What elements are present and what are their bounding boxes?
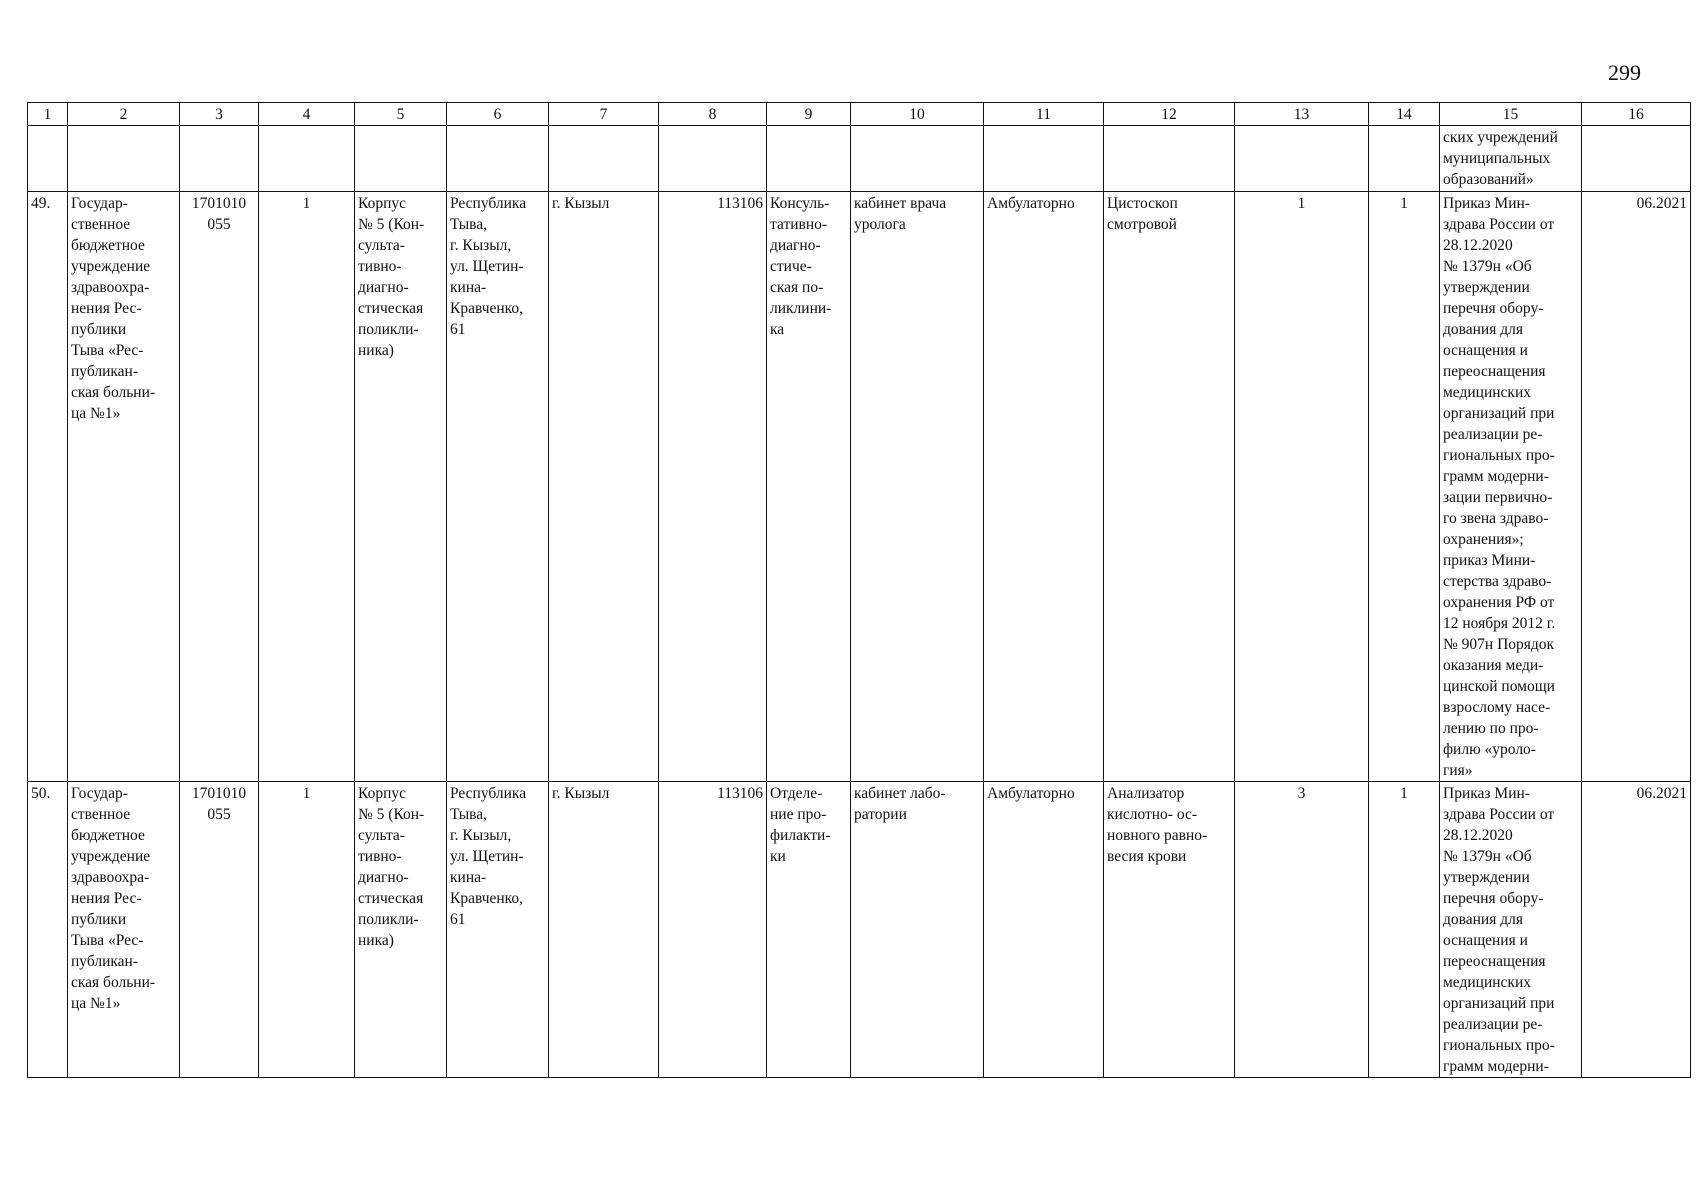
header-col-10: 10 (851, 103, 984, 126)
col13-value: 1 (1235, 192, 1369, 782)
institution-code: 1701010 055 (180, 782, 259, 1078)
col13-value: 3 (1235, 782, 1369, 1078)
department: Отделе- ние про- филакти- ки (767, 782, 851, 1078)
continuation-row (28, 126, 1691, 192)
header-col-3: 3 (180, 103, 259, 126)
table-row (28, 782, 1691, 1078)
address: Республика Тыва, г. Кызыл, ул. Щетин- кина- Кравченко, 61 (447, 192, 549, 782)
header-col-6: 6 (447, 103, 549, 126)
legal-basis: Приказ Мин- здрава России от 28.12.2020 № 1379н «Об утверждении перечня обору- дования для оснащения и переоснащения медицинских организаций при реализации ре- гиональных про- грамм модерни- (1440, 782, 1582, 1078)
institution-code: 1701010 055 (180, 192, 259, 782)
header-col-11: 11 (984, 103, 1104, 126)
header-row (28, 103, 1691, 126)
date: 06.2021 (1582, 782, 1691, 1078)
col14-value: 1 (1369, 192, 1440, 782)
register-table (27, 102, 1691, 1078)
legal-basis: Приказ Мин- здрава России от 28.12.2020 № 1379н «Об утверждении перечня обору- дования для оснащения и переоснащения медицинских организаций при реализации ре- гиональных про- грамм модерни- зации первично- го звена здраво- охранения»; приказ Мини- стерства здраво- охранения РФ от 12 ноября 2012 г. № 907н Порядок оказания меди- цинской помощи взрослому насе- лению по про- филю «уроло- гия» (1440, 192, 1582, 782)
page-number: 299 (1608, 60, 1641, 85)
header-col-14: 14 (1369, 103, 1440, 126)
col8-value: 113106 (659, 782, 767, 1078)
equipment: Цистоскоп смотровой (1104, 192, 1235, 782)
equipment: Анализатор кислотно- ос- новного равно- весия крови (1104, 782, 1235, 1078)
col14-value: 1 (1369, 782, 1440, 1078)
city: г. Кызыл (549, 782, 659, 1078)
header-col-4: 4 (259, 103, 355, 126)
row-number: 50. (28, 782, 68, 1078)
row-number: 49. (28, 192, 68, 782)
building: Корпус № 5 (Кон- сульта- тивно- диагно- стическая поликли- ника) (355, 192, 447, 782)
header-col-13: 13 (1235, 103, 1369, 126)
room: кабинет врача уролога (851, 192, 984, 782)
address: Республика Тыва, г. Кызыл, ул. Щетин- кина- Кравченко, 61 (447, 782, 549, 1078)
header-col-15: 15 (1440, 103, 1582, 126)
care-type: Амбулаторно (984, 192, 1104, 782)
col4-value: 1 (259, 782, 355, 1078)
header-col-16: 16 (1582, 103, 1691, 126)
header-col-7: 7 (549, 103, 659, 126)
header-col-2: 2 (68, 103, 180, 126)
header-col-8: 8 (659, 103, 767, 126)
date: 06.2021 (1582, 192, 1691, 782)
building: Корпус № 5 (Кон- сульта- тивно- диагно- стическая поликли- ника) (355, 782, 447, 1078)
institution-name: Государ- ственное бюджетное учреждение здравоохра- нения Рес- публики Тыва «Рес- публикан- ская больни- ца №1» (68, 782, 180, 1078)
header-col-1: 1 (28, 103, 68, 126)
col8-value: 113106 (659, 192, 767, 782)
continuation-basis: ских учреждений муниципальных образований» (1440, 126, 1582, 192)
department: Консуль- тативно- диагно- стиче- ская по- ликлини- ка (767, 192, 851, 782)
header-col-12: 12 (1104, 103, 1235, 126)
table-row (28, 192, 1691, 782)
city: г. Кызыл (549, 192, 659, 782)
header-col-9: 9 (767, 103, 851, 126)
institution-name: Государ- ственное бюджетное учреждение здравоохра- нения Рес- публики Тыва «Рес- публикан- ская больни- ца №1» (68, 192, 180, 782)
room: кабинет лабо- ратории (851, 782, 984, 1078)
col4-value: 1 (259, 192, 355, 782)
care-type: Амбулаторно (984, 782, 1104, 1078)
header-col-5: 5 (355, 103, 447, 126)
